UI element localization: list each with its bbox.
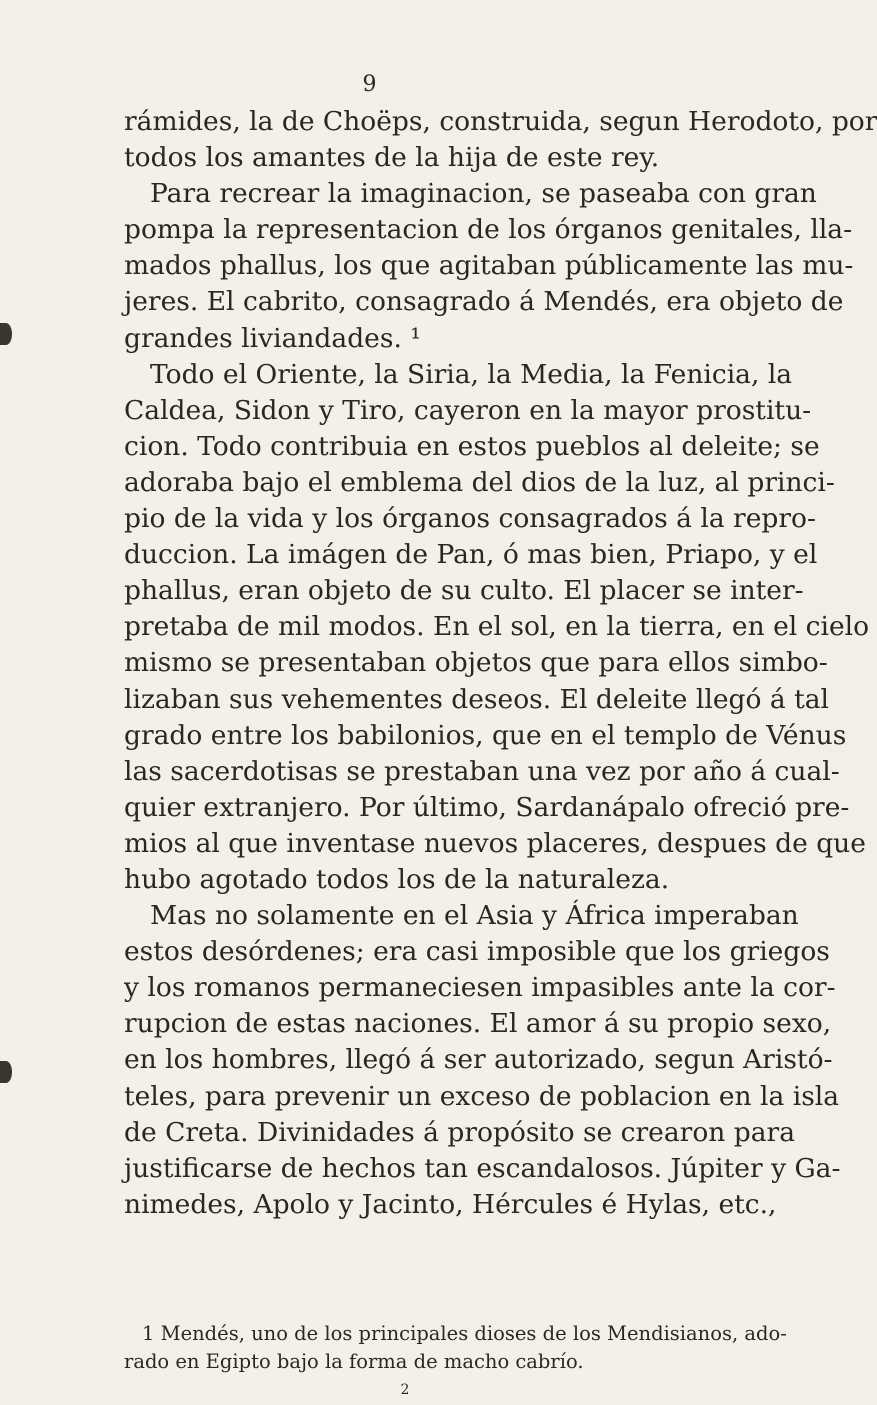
footnote-line: 1 Mendés, uno de los principales dioses de los Mendisianos, ado- [142,1322,787,1345]
text-line: todos los amantes de la hija de este rey. [124,142,660,174]
text-line: pio de la vida y los órganos consagrados á la repro- [124,503,816,535]
text-line: cion. Todo contribuia en estos pueblos al deleite; se [124,430,820,462]
footnote-line: rado en Egipto bajo la forma de macho cabrío. [124,1350,584,1373]
text-line: lizaban sus vehementes deseos. El deleite llegó á tal [124,683,830,715]
text-line: teles, para prevenir un exceso de poblacion en la isla [124,1080,840,1112]
text-line: Caldea, Sidon y Tiro, cayeron en la mayor prostitu- [124,394,812,426]
text-line: mismo se presentaban objetos que para ellos simbo- [124,647,828,679]
margin-ink-mark [0,323,12,345]
text-line: rámides, la de Choëps, construida, segun Herodoto, por [124,106,877,137]
text-line: estos desórdenes; era casi imposible que los griegos [124,936,830,968]
text-line: de Creta. Divinidades á propósito se crearon para [124,1116,796,1148]
text-line: pretaba de mil modos. En el sol, en la tierra, en el cielo [124,611,870,643]
text-line: hubo agotado todos los de la naturaleza. [124,863,670,895]
margin-ink-mark [0,1061,12,1083]
text-line: Mas no solamente en el Asia y África imperaban [150,900,799,932]
text-line: mios al que inventase nuevos placeres, despues de que [124,827,866,859]
text-line: phallus, eran objeto de su culto. El placer se inter- [124,575,804,607]
page-number: 9 [362,72,378,97]
text-line: adoraba bajo el emblema del dios de la luz, al princi- [124,466,835,498]
text-line: justificarse de hechos tan escandalosos. Júpiter y Ga- [124,1152,841,1184]
text-line: rupcion de estas naciones. El amor á su propio sexo, [124,1008,832,1040]
body-text [124,104,877,1223]
text-line: duccion. La imágen de Pan, ó mas bien, Priapo, y el [124,539,818,571]
text-line: Todo el Oriente, la Siria, la Media, la Fenicia, la [150,358,793,390]
text-line: quier extranjero. Por último, Sardanápalo ofreció pre- [124,791,850,823]
text-line: y los romanos permaneciesen impasibles ante la cor- [124,972,836,1004]
text-line: Para recrear la imaginacion, se paseaba con gran [150,178,817,210]
signature-mark: 2 [400,1382,410,1398]
text-line: jeres. El cabrito, consagrado á Mendés, era objeto de [124,286,844,318]
text-line: pompa la representacion de los órganos genitales, lla- [124,214,853,246]
text-line: las sacerdotisas se prestaban una vez por año á cual- [124,755,840,787]
text-line: grandes liviandades. ¹ [124,322,421,354]
text-line: mados phallus, los que agitaban públicamente las mu- [124,250,854,282]
text-line: en los hombres, llegó á ser autorizado, segun Aristó- [124,1044,833,1076]
text-line: grado entre los babilonios, que en el templo de Vénus [124,719,847,751]
footnotes [124,1320,787,1376]
text-line: nimedes, Apolo y Jacinto, Hércules é Hylas, etc., [124,1188,777,1220]
